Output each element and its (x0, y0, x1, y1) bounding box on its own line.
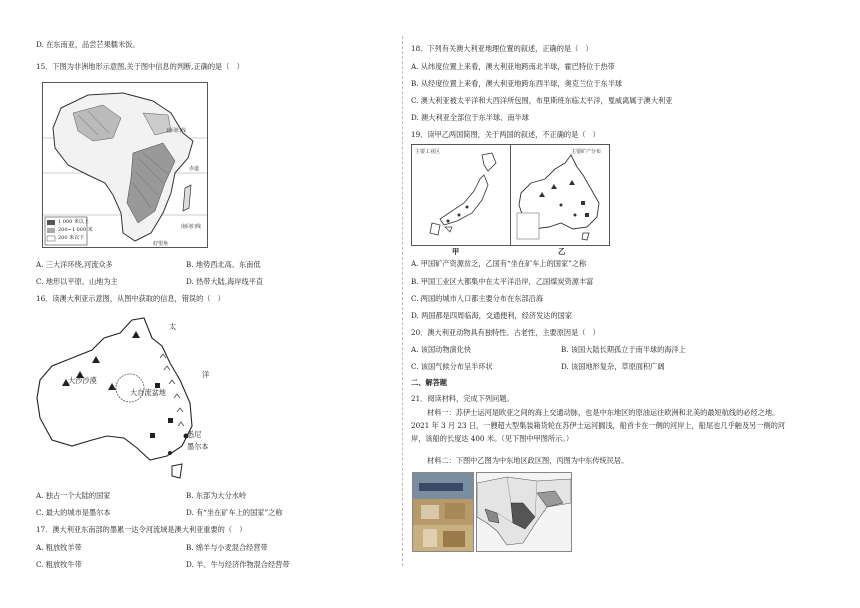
q21-material-2: 材料二：下图中乙图为中东地区政区图，丙图为中东传统民居。 (427, 456, 629, 465)
desert-label: 大沙沙漠 (68, 376, 97, 385)
section-two-heading: 二、解答题 (411, 378, 447, 387)
q20-stem: 20．澳大利亚动物具有独特性、古老性，主要原因是（ ） (411, 328, 600, 337)
jia-label: 甲 (452, 247, 460, 256)
africa-terrain-map (42, 82, 208, 248)
q18-stem: 18．下列有关澳大利亚地理位置的叙述，正确的是（ ） (411, 44, 593, 53)
ocean-label: 洋 (202, 370, 210, 379)
q16-option-b: B. 东部为大分水岭 (186, 491, 247, 500)
q16-option-c: C. 最大的城市是墨尔本 (36, 508, 111, 517)
q17-option-b: B. 绵羊与小麦混合经营带 (186, 543, 268, 552)
pacific-label: 太 (169, 322, 177, 331)
q15-option-b: B. 地势西北高、东南低 (186, 260, 261, 269)
q18-option-b: B. 从经度位置上来看，澳大利亚地跨东西半球，奥克兰位于东半球 (411, 79, 623, 88)
q14-option-d: D. 在东南亚，品尝芒果糯米饭。 (36, 40, 140, 49)
legend-high: 1 000 米以上 (58, 219, 89, 225)
q20-option-a: A. 该国动物演化快 (411, 345, 472, 354)
q17-option-a: A. 粗放牧羊带 (36, 543, 82, 552)
artesian-basin-label: 大自流盆地 (130, 388, 166, 397)
q15-option-c: C. 地形以平原、山地为主 (36, 277, 118, 286)
q16-stem: 16．读澳大利亚示意图，从图中获取的信息，错误的（ ） (36, 294, 225, 303)
sydney-label: 悉尼 (187, 430, 202, 439)
q16-option-d: D. 有“坐在矿车上的国家”之称 (186, 508, 283, 517)
q17-option-d: D. 羊、牛与经济作物混合经营带 (186, 560, 290, 569)
q21-material-1: 材料一：苏伊士运河是欧亚之间的海上交通动脉，也是中东地区的原油运往欧洲和北美的最短航线的必经之地。2021 年 3 月 23 日，一艘超大型集装箱货轮在苏伊士运河搁浅，船首卡在一侧的河岸上，船尾也几乎触及另一侧的河岸，该船的长度达 400 米。（见下图中甲图所示。） (411, 408, 786, 443)
q19-option-a: A. 甲国矿产资源贫乏，乙国有“坐在矿车上的国家”之称 (411, 259, 587, 268)
q15-option-a: A. 三大洋环绕,河流众多 (36, 260, 113, 269)
q18-option-c: C. 澳大利亚被太平洋和大西洋所包围，布里斯班东临太平洋，戛威离属于澳大利亚 (411, 96, 673, 105)
q19-stem: 19．读甲乙两国简图，关于两国的叙述，不正确的是（ ） (411, 130, 600, 139)
australia-map (32, 308, 210, 480)
middle-east-photos (412, 472, 474, 552)
q21-stem: 21．阅读材料，完成下列问题。 (411, 394, 514, 403)
q17-stem: 17．澳大利亚东南部的墨累一达令河流域是澳大利亚重要的（ ） (36, 525, 247, 534)
tropic-north-label: 北回归线 (166, 128, 187, 134)
middle-east-political-map (476, 472, 572, 552)
column-divider (402, 36, 403, 566)
yi-label: 乙 (558, 247, 566, 256)
yi-map-title: 主要矿产分布 (571, 149, 602, 155)
q18-option-a: A. 从纬度位置上来看，澳大利亚地跨南北半球，霍巴特位于热带 (411, 62, 615, 71)
q19-option-b: B. 甲国工业区大都集中在太平洋沿岸，乙国煤炭资源丰富 (411, 277, 594, 286)
legend-low: 200 米以下 (58, 235, 85, 241)
japan-map-jia (411, 144, 511, 246)
equator-label: 赤道 (189, 166, 200, 172)
melbourne-label: 墨尔本 (187, 442, 209, 451)
q19-option-d: D. 两国都是四周临海，交通便利，经济发达的国家 (411, 311, 573, 320)
q20-option-b: B. 该国大陆长期孤立于南半球的海洋上 (561, 345, 686, 354)
q20-option-d: D. 该国地形复杂，草原面积广阔 (561, 362, 665, 371)
legend-mid: 200~1 000 米 (58, 227, 93, 233)
q15-stem: 15．下图为非洲地形示意图,关于图中信息的判断,正确的是（ ） (36, 62, 244, 71)
q19-option-c: C. 两国的城市人口都主要分布在东部沿海 (411, 294, 544, 303)
q15-option-d: D. 热带大陆,海岸线平直 (186, 277, 264, 286)
q17-option-c: C. 粗放牧牛带 (36, 560, 82, 569)
jia-map-title: 主要工业区 (415, 149, 441, 155)
tropic-south-label: 南回归线 (181, 224, 202, 230)
q16-option-a: A. 独占一个大陆的国家 (36, 491, 111, 500)
cape-label: 好望角 (153, 241, 169, 247)
q20-option-c: C. 该国气候分布呈半环状 (411, 362, 493, 371)
q18-option-d: D. 澳大利亚全部位于东半球、南半球 (411, 113, 529, 122)
australia-map-yi (510, 144, 610, 246)
